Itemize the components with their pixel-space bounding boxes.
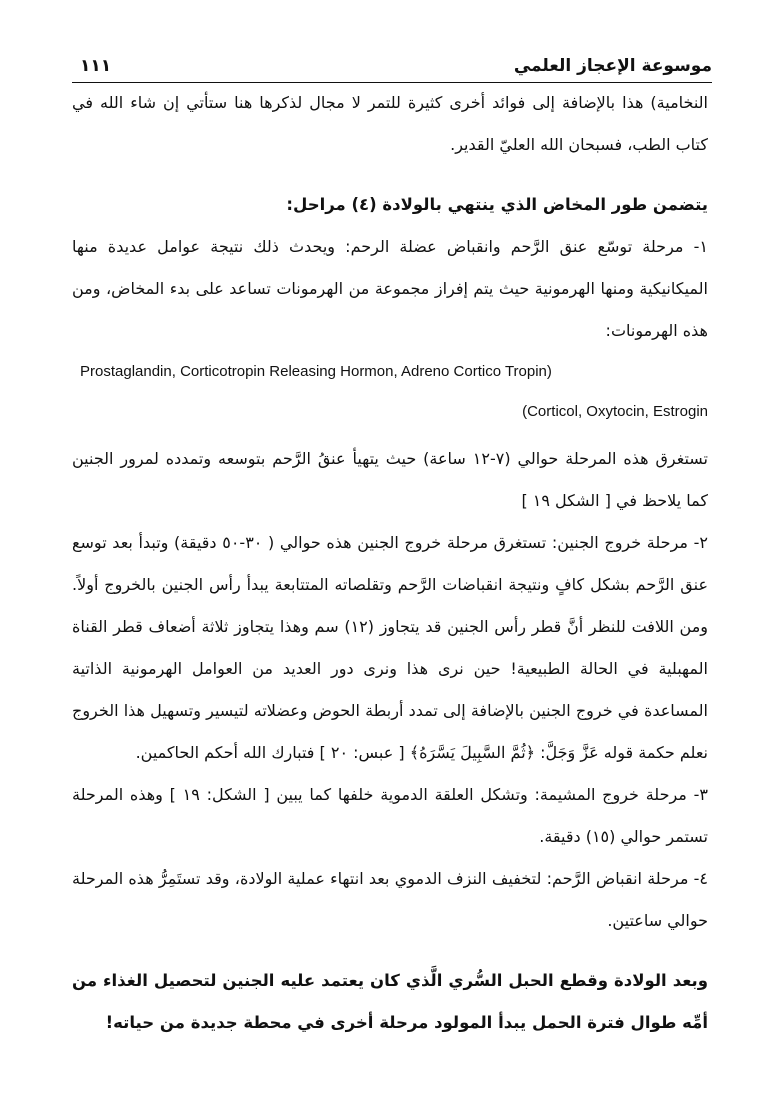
page-body: [72, 82, 708, 1044]
section-heading: يتضمن طور المخاض الذي ينتهي بالولادة (٤) مراحل:: [286, 195, 708, 214]
stage-2-paragraph: [72, 522, 708, 774]
intro-paragraph: النخامية) هذا بالإضافة إلى فوائد أخرى كثيرة للتمر لا مجال لذكرها هنا ستأتي إن شاء الله في كتاب الطب، فسبحان الله العليّ القدير.: [72, 93, 708, 154]
quran-verse: ﴿ثُمَّ السَّبِيلَ يَسَّرَهُ﴾: [409, 743, 536, 762]
stage-4-paragraph: ٤- مرحلة انقباض الرَّحم: لتخفيف النزف الدموي بعد انتهاء عملية الولادة، وقد تستَمِرُّ هذه المرحلة حوالي ساعتين.: [72, 869, 708, 930]
page-header: [72, 50, 712, 84]
hormone-list-line-2: (Corticol, Oxytocin, Estrogin: [522, 403, 708, 420]
book-title: موسوعة الإعجاز العلمي: [513, 56, 712, 76]
stage-2-citation: [ عبس: ٢٠ ] فتبارك الله أحكم الحاكمين.: [135, 743, 405, 762]
stage-2-text: ٢- مرحلة خروج الجنين: تستغرق مرحلة خروج الجنين هذه حوالي ( ٣٠-٥٠ دقيقة) وتبدأ بعد توسع عنق الرَّحم بشكل كافٍ ونتيجة انقباضات الرَّحم وتقلصاته المتتابعة يبدأ رأس الجنين بالخروج أولاً. ومن اللافت للنظر أنَّ قطر رأس الجنين قد يتجاوز (١٢) سم وهذا يتجاوز ثلاثة أضعاف قطر القناة المهبلية في الحالة الطبيعية! حين نرى هذا ونرى دور العديد من العوامل الهرمونية الذاتية المساعدة في خروج الجنين بالإضافة إلى تمدد أربطة الحوض وعضلاته لتيسير وتسهيل هذا الخروج نعلم حكمة قوله عَزَّ وَجَلَّ:: [72, 533, 709, 762]
stage-1-continuation: تستغرق هذه المرحلة حوالي (٧-١٢ ساعة) حيث يتهيأ عنقُ الرَّحم بتوسعه وتمدده لمرور الجنين كما يلاحظ في [ الشكل ١٩ ]: [72, 449, 709, 510]
closing-paragraph: وبعد الولادة وقطع الحبل السُّري الَّذي كان يعتمد عليه الجنين لتحصيل الغذاء من أمِّه طوال فترة الحمل يبدأ المولود مرحلة أخرى في محطة جديدة من حياته!: [72, 971, 708, 1032]
hormone-list-line-1: Prostaglandin, Corticotropin Releasing Hormon, Adreno Cortico Tropin): [80, 363, 552, 380]
stage-1-paragraph: ١- مرحلة توسّع عنق الرَّحم وانقباض عضلة الرحم: ويحدث ذلك نتيجة عوامل عديدة منها الميكانيكية ومنها الهرمونية حيث يتم إفراز مجموعة من الهرمونات تساعد على بدء المخاض، ومن هذه الهرمونات:: [72, 237, 708, 340]
page-number: ١١١: [80, 56, 112, 76]
stage-3-paragraph: ٣- مرحلة خروج المشيمة: وتشكل العلقة الدموية خلفها كما يبين [ الشكل: ١٩ ] وهذه المرحلة تستمر حوالي (١٥) دقيقة.: [72, 785, 709, 846]
